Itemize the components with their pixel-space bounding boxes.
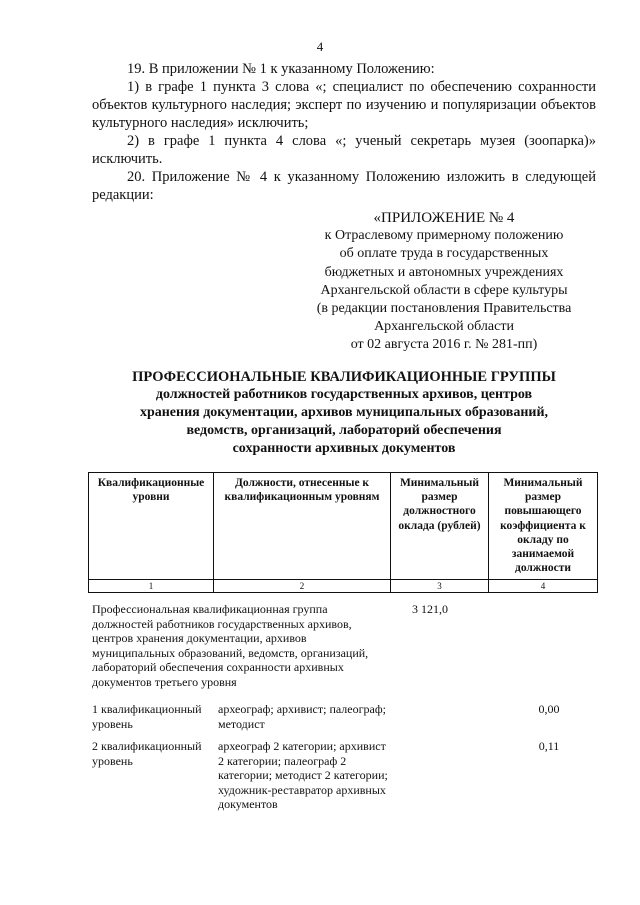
body-text xyxy=(92,60,596,204)
column-number: 2 xyxy=(214,580,391,593)
group-description: Профессиональная квалификационная группа должностей работников государственных архивов, центров хранения документации, архивов муниципальных образований, ведомств, организаций, лабораторий обеспечения сохранности архивных документов третьего уровня xyxy=(92,602,369,689)
column-number: 3 xyxy=(391,580,489,593)
row-positions: археограф; архивист; палеограф; методист xyxy=(218,702,386,731)
paragraph-19-item-1: 1) в графе 1 пункта 3 слова «; специалист по обеспечению сохранности объектов культурного наследия; эксперт по изучению и популяризации объектов культурного наследия» исключить; xyxy=(92,79,596,131)
appendix-line: бюджетных и автономных учреждениях xyxy=(324,264,564,280)
heading-line: хранения документации, архивов муниципальных образований, xyxy=(139,405,549,420)
row-coefficient: 0,00 xyxy=(538,702,560,716)
heading-line: сохранности архивных документов xyxy=(232,441,456,456)
group-salary: 3 121,0 xyxy=(412,602,448,616)
header-salary: Минимальный размер должностного оклада (рублей) xyxy=(391,473,489,580)
appendix-line: Архангельской области xyxy=(374,319,514,335)
page-number: 4 xyxy=(316,39,324,54)
header-coefficient: Минимальный размер повышающего коэффициента к окладу по занимаемой должности xyxy=(489,473,598,580)
row-level: 2 квалификационный уровень xyxy=(92,739,202,768)
row-positions: археограф 2 категории; архивист 2 категории; палеограф 2 категории; методист 2 категории; художник-реставратор архивных документов xyxy=(218,739,388,811)
appendix-line: к Отраслевому примерному положению xyxy=(324,228,564,244)
row-coefficient: 0,11 xyxy=(538,739,560,753)
appendix-line: Архангельской области в сфере культуры xyxy=(320,282,568,298)
qualification-table xyxy=(88,472,598,593)
paragraph-19-item-2: 2) в графе 1 пункта 4 слова «; ученый секретарь музея (зоопарка)» исключить. xyxy=(92,133,596,167)
table-header-row xyxy=(89,473,598,580)
appendix-line: (в редакции постановления Правительства xyxy=(316,301,572,317)
section-heading xyxy=(92,368,596,458)
heading-line: должностей работников государственных архивов, центров xyxy=(155,387,533,402)
table-body xyxy=(92,602,596,829)
appendix-header xyxy=(292,209,596,355)
row-level: 1 квалификационный уровень xyxy=(92,702,202,731)
column-number: 4 xyxy=(489,580,598,593)
table-row xyxy=(92,739,596,829)
appendix-line: об оплате труда в государственных xyxy=(339,246,549,262)
paragraph-19: 19. В приложении № 1 к указанному Положению: xyxy=(127,61,435,77)
column-number: 1 xyxy=(89,580,214,593)
header-positions: Должности, отнесенные к квалификационным уровням xyxy=(214,473,391,580)
appendix-line: от 02 августа 2016 г. № 281-пп) xyxy=(350,337,538,353)
column-number-row xyxy=(89,580,598,593)
heading-title: ПРОФЕССИОНАЛЬНЫЕ КВАЛИФИКАЦИОННЫЕ ГРУППЫ xyxy=(132,369,556,385)
header-levels: Квалификационные уровни xyxy=(89,473,214,580)
paragraph-20: 20. Приложение № 4 к указанному Положению изложить в следующей редакции: xyxy=(92,169,596,203)
heading-line: ведомств, организаций, лабораторий обеспечения xyxy=(186,423,502,438)
group-row xyxy=(92,602,596,702)
table-row xyxy=(92,702,596,739)
appendix-title: «ПРИЛОЖЕНИЕ № 4 xyxy=(373,210,515,226)
